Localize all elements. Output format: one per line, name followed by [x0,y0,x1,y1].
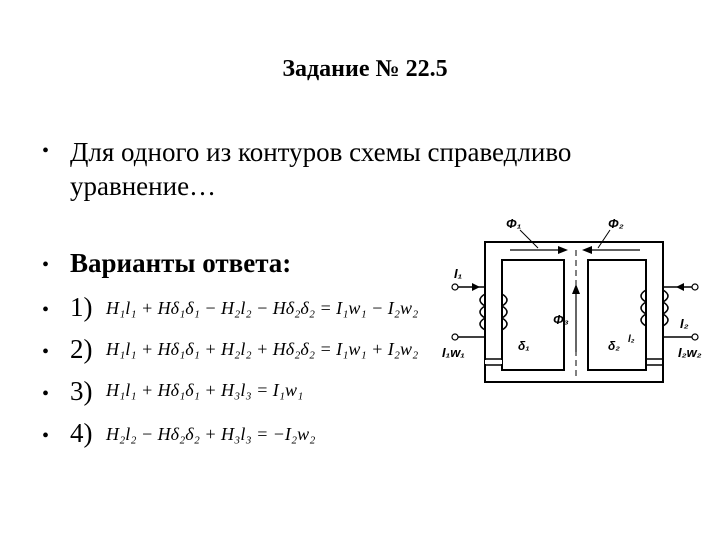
option-1-number[interactable]: 1) [70,292,93,322]
phi1-label: Φ₁ [506,216,522,231]
left-terminal-top [452,284,458,290]
phi1-leader [520,230,538,248]
option-3-number[interactable]: 3) [70,376,93,406]
options-header: Варианты ответа: [70,248,292,278]
core-window-right [588,260,646,370]
option-3-formula[interactable]: H₁l₁ + Hδ₁δ₁ + H₃l₃ = I₁w₁ [106,380,304,400]
magnetic-circuit-diagram [440,212,715,412]
bullet-dot: • [42,140,50,162]
core-outer [485,242,663,382]
l2-label: l₂ [628,334,635,345]
phi2-label: Φ₂ [608,216,624,231]
option-1-formula[interactable]: H₁l₁ + Hδ₁δ₁ − H₂l₂ − Hδ₂δ₂ = I₁w₁ − I₂w₂ [106,298,419,318]
i2-label: I₂ [680,316,689,331]
delta1-label: δ₁ [518,339,530,353]
slide-title: Задание № 22.5 [282,56,448,82]
phi3-label: Φ₃ [553,312,569,327]
option-4-number[interactable]: 4) [70,418,93,448]
i1-label: I₁ [454,266,463,281]
option-2-number[interactable]: 2) [70,334,93,364]
i2w2-label: I₂w₂ [678,345,702,360]
bullet-dot: • [42,383,50,405]
phi2-leader [598,230,610,248]
question-text: Для одного из контуров схемы справедливо уравнение… [70,137,572,201]
phi3-arrowhead [572,284,580,294]
phi1-arrowhead [558,246,568,254]
i1w1-label: I₁w₁ [442,345,465,360]
option-2-formula[interactable]: H₁l₁ + Hδ₁δ₁ + H₂l₂ + Hδ₂δ₂ = I₁w₁ + I₂w₂ [106,339,419,359]
bullet-dot: • [42,341,50,363]
option-4-formula[interactable]: H₂l₂ − Hδ₂δ₂ + H₃l₃ = −I₂w₂ [106,424,316,444]
bullet-dot: • [42,425,50,447]
bullet-dot: • [42,299,50,321]
i1-arrowhead [472,283,480,291]
bullet-dot: • [42,254,50,276]
right-terminal-top [692,284,698,290]
left-terminal-bottom [452,334,458,340]
right-terminal-bottom [692,334,698,340]
i2-arrowhead [676,283,684,291]
phi2-arrowhead [582,246,592,254]
delta2-label: δ₂ [608,339,620,353]
